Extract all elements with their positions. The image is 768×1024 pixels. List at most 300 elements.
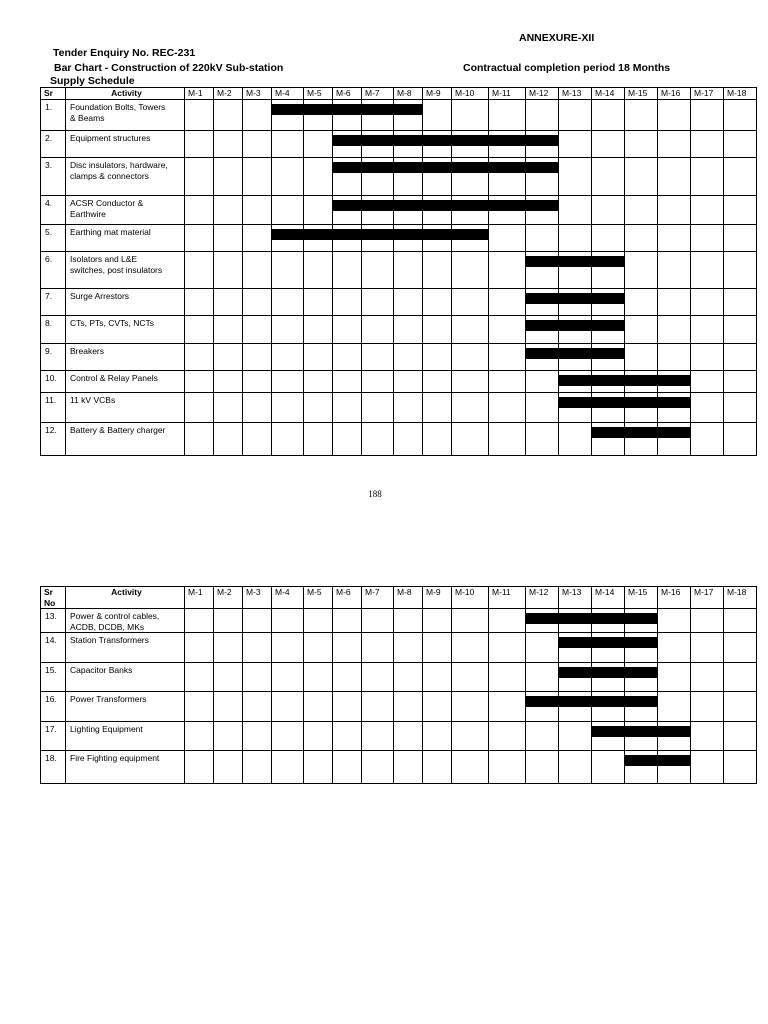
header-row <box>41 587 757 609</box>
month-cell <box>452 225 489 252</box>
column-header-month: M-14 <box>592 88 625 100</box>
column-header-month: M-18 <box>724 587 757 609</box>
schedule-bar <box>525 320 559 331</box>
month-cell <box>724 633 757 663</box>
row-sr-number: 4. <box>41 196 66 225</box>
month-cell <box>333 609 362 633</box>
column-header-month: M-17 <box>691 587 724 609</box>
month-cell <box>452 252 489 289</box>
month-cell <box>214 100 243 131</box>
month-cell <box>362 252 394 289</box>
month-cell <box>526 344 559 371</box>
month-cell <box>243 196 272 225</box>
month-cell <box>658 196 691 225</box>
schedule-bar <box>525 135 559 146</box>
month-cell <box>304 158 333 196</box>
row-sr-number: 16. <box>41 692 66 722</box>
month-cell <box>724 751 757 784</box>
month-cell <box>243 423 272 456</box>
month-cell <box>724 692 757 722</box>
month-cell <box>452 692 489 722</box>
table-row <box>41 751 757 784</box>
month-cell <box>691 609 724 633</box>
month-cell <box>185 722 214 751</box>
month-cell <box>592 100 625 131</box>
row-activity <box>66 663 185 692</box>
row-activity <box>66 289 185 316</box>
month-cell <box>185 663 214 692</box>
month-cell <box>333 344 362 371</box>
month-cell <box>559 633 592 663</box>
month-cell <box>394 225 423 252</box>
schedule-bar <box>558 637 592 648</box>
month-cell <box>691 393 724 423</box>
schedule-bar <box>624 397 658 408</box>
activity-text-line: Earthing mat material <box>70 227 151 237</box>
month-cell <box>185 393 214 423</box>
column-header-month: M-1 <box>185 88 214 100</box>
month-cell <box>272 289 304 316</box>
schedule-bar <box>558 293 592 304</box>
row-sr-number: 17. <box>41 722 66 751</box>
month-cell <box>559 663 592 692</box>
month-cell <box>243 289 272 316</box>
month-cell <box>452 100 489 131</box>
column-header-month: M-16 <box>658 587 691 609</box>
month-cell <box>214 371 243 393</box>
schedule-bar <box>361 104 394 115</box>
month-cell <box>452 393 489 423</box>
activity-text-line: 11 kV VCBs <box>70 395 116 405</box>
month-cell <box>362 100 394 131</box>
month-cell <box>658 751 691 784</box>
month-cell <box>304 344 333 371</box>
month-cell <box>452 371 489 393</box>
schedule-bar <box>451 162 489 173</box>
month-cell <box>489 633 526 663</box>
schedule-bar <box>393 200 423 211</box>
table-row <box>41 316 757 344</box>
row-activity <box>66 316 185 344</box>
month-cell <box>526 692 559 722</box>
month-cell <box>559 225 592 252</box>
month-cell <box>559 252 592 289</box>
month-cell <box>658 289 691 316</box>
month-cell <box>592 344 625 371</box>
row-activity <box>66 692 185 722</box>
month-cell <box>333 131 362 158</box>
month-cell <box>625 316 658 344</box>
schedule-bar <box>303 104 333 115</box>
month-cell <box>394 158 423 196</box>
schedule-bar <box>451 200 489 211</box>
column-header-sr: Sr No <box>41 587 66 609</box>
schedule-bar <box>624 726 658 737</box>
month-cell <box>272 663 304 692</box>
schedule-bar <box>393 229 423 240</box>
month-cell <box>452 196 489 225</box>
activity-text-line: ACSR Conductor & <box>70 198 144 208</box>
column-header-activity: Activity <box>66 587 185 609</box>
schedule-bar <box>422 200 452 211</box>
month-cell <box>489 751 526 784</box>
bar-chart-title: Bar Chart - Construction of 220kV Sub-station <box>54 62 284 74</box>
month-cell <box>214 344 243 371</box>
schedule-bar <box>361 229 394 240</box>
month-cell <box>625 131 658 158</box>
month-cell <box>362 225 394 252</box>
month-cell <box>559 344 592 371</box>
schedule-bar <box>591 293 625 304</box>
row-sr-number: 18. <box>41 751 66 784</box>
schedule-bar <box>624 755 658 766</box>
month-cell <box>452 344 489 371</box>
month-cell <box>559 158 592 196</box>
row-sr-number: 12. <box>41 423 66 456</box>
column-header-month: M-11 <box>489 88 526 100</box>
month-cell <box>304 289 333 316</box>
schedule-bar <box>488 135 526 146</box>
month-cell <box>724 196 757 225</box>
schedule-bar <box>525 256 559 267</box>
month-cell <box>243 316 272 344</box>
table-row <box>41 344 757 371</box>
month-cell <box>214 692 243 722</box>
month-cell <box>272 316 304 344</box>
month-cell <box>592 289 625 316</box>
month-cell <box>559 100 592 131</box>
month-cell <box>394 196 423 225</box>
schedule-bar <box>332 200 362 211</box>
month-cell <box>272 196 304 225</box>
month-cell <box>394 344 423 371</box>
schedule-bar <box>525 200 559 211</box>
month-cell <box>423 196 452 225</box>
schedule-bar <box>558 667 592 678</box>
month-cell <box>592 393 625 423</box>
month-cell <box>559 423 592 456</box>
month-cell <box>214 633 243 663</box>
table-row <box>41 663 757 692</box>
month-cell <box>625 609 658 633</box>
month-cell <box>394 423 423 456</box>
month-cell <box>658 692 691 722</box>
column-header-sr: Sr <box>41 88 66 100</box>
table-row <box>41 633 757 663</box>
table-row <box>41 371 757 393</box>
month-cell <box>489 344 526 371</box>
schedule-bar <box>657 726 691 737</box>
month-cell <box>724 393 757 423</box>
month-cell <box>272 100 304 131</box>
month-cell <box>423 158 452 196</box>
month-cell <box>658 393 691 423</box>
month-cell <box>362 344 394 371</box>
month-cell <box>625 252 658 289</box>
row-activity <box>66 196 185 225</box>
month-cell <box>489 289 526 316</box>
month-cell <box>592 316 625 344</box>
schedule-bar <box>591 397 625 408</box>
month-cell <box>272 633 304 663</box>
month-cell <box>526 609 559 633</box>
month-cell <box>452 158 489 196</box>
month-cell <box>304 423 333 456</box>
schedule-bar <box>624 696 658 707</box>
annexure-label: ANNEXURE-XII <box>519 32 595 44</box>
month-cell <box>185 423 214 456</box>
activity-text-line: Lighting Equipment <box>70 724 143 734</box>
month-cell <box>333 722 362 751</box>
row-sr-number: 11. <box>41 393 66 423</box>
month-cell <box>559 393 592 423</box>
month-cell <box>304 196 333 225</box>
activity-text-line: Foundation Bolts, Towers <box>70 102 166 112</box>
column-header-month: M-3 <box>243 587 272 609</box>
schedule-bar <box>591 348 625 359</box>
table-row <box>41 393 757 423</box>
month-cell <box>452 423 489 456</box>
month-cell <box>304 252 333 289</box>
row-sr-number: 2. <box>41 131 66 158</box>
schedule-bar <box>525 293 559 304</box>
row-activity <box>66 158 185 196</box>
month-cell <box>691 692 724 722</box>
schedule-bar <box>558 375 592 386</box>
month-cell <box>423 423 452 456</box>
month-cell <box>272 751 304 784</box>
row-sr-number: 10. <box>41 371 66 393</box>
month-cell <box>185 252 214 289</box>
month-cell <box>394 393 423 423</box>
month-cell <box>592 722 625 751</box>
month-cell <box>625 371 658 393</box>
schedule-bar <box>657 375 691 386</box>
column-header-month: M-13 <box>559 88 592 100</box>
month-cell <box>362 393 394 423</box>
row-activity <box>66 633 185 663</box>
row-activity <box>66 225 185 252</box>
month-cell <box>489 692 526 722</box>
month-cell <box>592 633 625 663</box>
activity-text-line: & Beams <box>70 112 105 123</box>
month-cell <box>272 609 304 633</box>
month-cell <box>394 633 423 663</box>
schedule-bar <box>303 229 333 240</box>
month-cell <box>185 196 214 225</box>
month-cell <box>658 633 691 663</box>
month-cell <box>333 692 362 722</box>
month-cell <box>526 131 559 158</box>
column-header-month: M-15 <box>625 587 658 609</box>
column-header-month: M-12 <box>526 587 559 609</box>
column-header-month: M-7 <box>362 587 394 609</box>
month-cell <box>592 196 625 225</box>
schedule-bar <box>657 427 691 438</box>
month-cell <box>185 751 214 784</box>
month-cell <box>272 131 304 158</box>
month-cell <box>394 663 423 692</box>
month-cell <box>394 692 423 722</box>
schedule-bar <box>558 613 592 624</box>
month-cell <box>333 158 362 196</box>
schedule-bar <box>558 256 592 267</box>
month-cell <box>272 692 304 722</box>
month-cell <box>423 131 452 158</box>
month-cell <box>304 692 333 722</box>
month-cell <box>394 722 423 751</box>
month-cell <box>362 663 394 692</box>
schedule-bar <box>591 667 625 678</box>
column-header-month: M-5 <box>304 587 333 609</box>
month-cell <box>423 344 452 371</box>
month-cell <box>214 252 243 289</box>
month-cell <box>658 100 691 131</box>
month-cell <box>333 289 362 316</box>
month-cell <box>423 252 452 289</box>
month-cell <box>526 289 559 316</box>
table-row <box>41 100 757 131</box>
month-cell <box>526 252 559 289</box>
column-header-month: M-18 <box>724 88 757 100</box>
month-cell <box>333 100 362 131</box>
month-cell <box>362 423 394 456</box>
month-cell <box>272 225 304 252</box>
month-cell <box>724 100 757 131</box>
table-row <box>41 423 757 456</box>
month-cell <box>362 692 394 722</box>
month-cell <box>423 371 452 393</box>
header-row <box>41 88 757 100</box>
tender-enquiry-number: Tender Enquiry No. REC-231 <box>53 47 196 59</box>
month-cell <box>559 371 592 393</box>
month-cell <box>362 751 394 784</box>
completion-period: Contractual completion period 18 Months <box>463 62 671 74</box>
month-cell <box>691 289 724 316</box>
month-cell <box>658 344 691 371</box>
table-row <box>41 131 757 158</box>
month-cell <box>333 252 362 289</box>
column-header-month: M-1 <box>185 587 214 609</box>
activity-text-line: Control & Relay Panels <box>70 373 158 383</box>
schedule-bar <box>525 348 559 359</box>
schedule-bar <box>393 162 423 173</box>
month-cell <box>272 371 304 393</box>
row-sr-number: 14. <box>41 633 66 663</box>
month-cell <box>214 196 243 225</box>
month-cell <box>304 722 333 751</box>
row-sr-number: 8. <box>41 316 66 344</box>
month-cell <box>214 225 243 252</box>
schedule-bar <box>558 348 592 359</box>
month-cell <box>304 663 333 692</box>
month-cell <box>625 722 658 751</box>
schedule-bar <box>591 696 625 707</box>
schedule-bar <box>361 162 394 173</box>
month-cell <box>214 289 243 316</box>
column-header-month: M-2 <box>214 88 243 100</box>
schedule-bar <box>332 135 362 146</box>
month-cell <box>333 423 362 456</box>
schedule-bar <box>624 375 658 386</box>
month-cell <box>452 289 489 316</box>
month-cell <box>559 131 592 158</box>
column-header-month: M-11 <box>489 587 526 609</box>
supply-schedule-label: Supply Schedule <box>50 75 135 87</box>
month-cell <box>452 633 489 663</box>
month-cell <box>724 316 757 344</box>
schedule-bar <box>624 667 658 678</box>
month-cell <box>489 722 526 751</box>
month-cell <box>362 722 394 751</box>
column-header-month: M-2 <box>214 587 243 609</box>
schedule-bar <box>525 696 559 707</box>
month-cell <box>724 423 757 456</box>
schedule-bar <box>591 427 625 438</box>
month-cell <box>592 158 625 196</box>
month-cell <box>452 131 489 158</box>
month-cell <box>423 751 452 784</box>
table-row <box>41 252 757 289</box>
month-cell <box>658 722 691 751</box>
month-cell <box>423 289 452 316</box>
month-cell <box>362 371 394 393</box>
table-row <box>41 609 757 633</box>
month-cell <box>185 692 214 722</box>
month-cell <box>304 751 333 784</box>
activity-text-line: clamps & connectors <box>70 170 149 181</box>
month-cell <box>272 344 304 371</box>
month-cell <box>304 393 333 423</box>
activity-text-line: Station Transformers <box>70 635 149 645</box>
schedule-bar <box>422 229 452 240</box>
month-cell <box>724 371 757 393</box>
month-cell <box>489 252 526 289</box>
month-cell <box>489 371 526 393</box>
month-cell <box>724 609 757 633</box>
row-sr-number: 13. <box>41 609 66 633</box>
month-cell <box>489 158 526 196</box>
month-cell <box>691 100 724 131</box>
month-cell <box>658 316 691 344</box>
month-cell <box>394 371 423 393</box>
activity-text-line: Capacitor Banks <box>70 665 133 675</box>
month-cell <box>625 692 658 722</box>
schedule-bar <box>591 726 625 737</box>
month-cell <box>691 344 724 371</box>
table-row <box>41 692 757 722</box>
month-cell <box>691 225 724 252</box>
row-sr-number: 3. <box>41 158 66 196</box>
schedule-bar <box>624 427 658 438</box>
month-cell <box>559 316 592 344</box>
column-header-month: M-4 <box>272 88 304 100</box>
column-header-month: M-5 <box>304 88 333 100</box>
schedule-bar <box>451 229 489 240</box>
month-cell <box>304 131 333 158</box>
month-cell <box>489 131 526 158</box>
schedule-bar <box>591 375 625 386</box>
month-cell <box>724 722 757 751</box>
month-cell <box>691 633 724 663</box>
month-cell <box>333 371 362 393</box>
month-cell <box>304 100 333 131</box>
schedule-bar <box>393 135 423 146</box>
schedule-bar <box>271 104 304 115</box>
month-cell <box>592 252 625 289</box>
column-header-month: M-17 <box>691 88 724 100</box>
month-cell <box>724 158 757 196</box>
